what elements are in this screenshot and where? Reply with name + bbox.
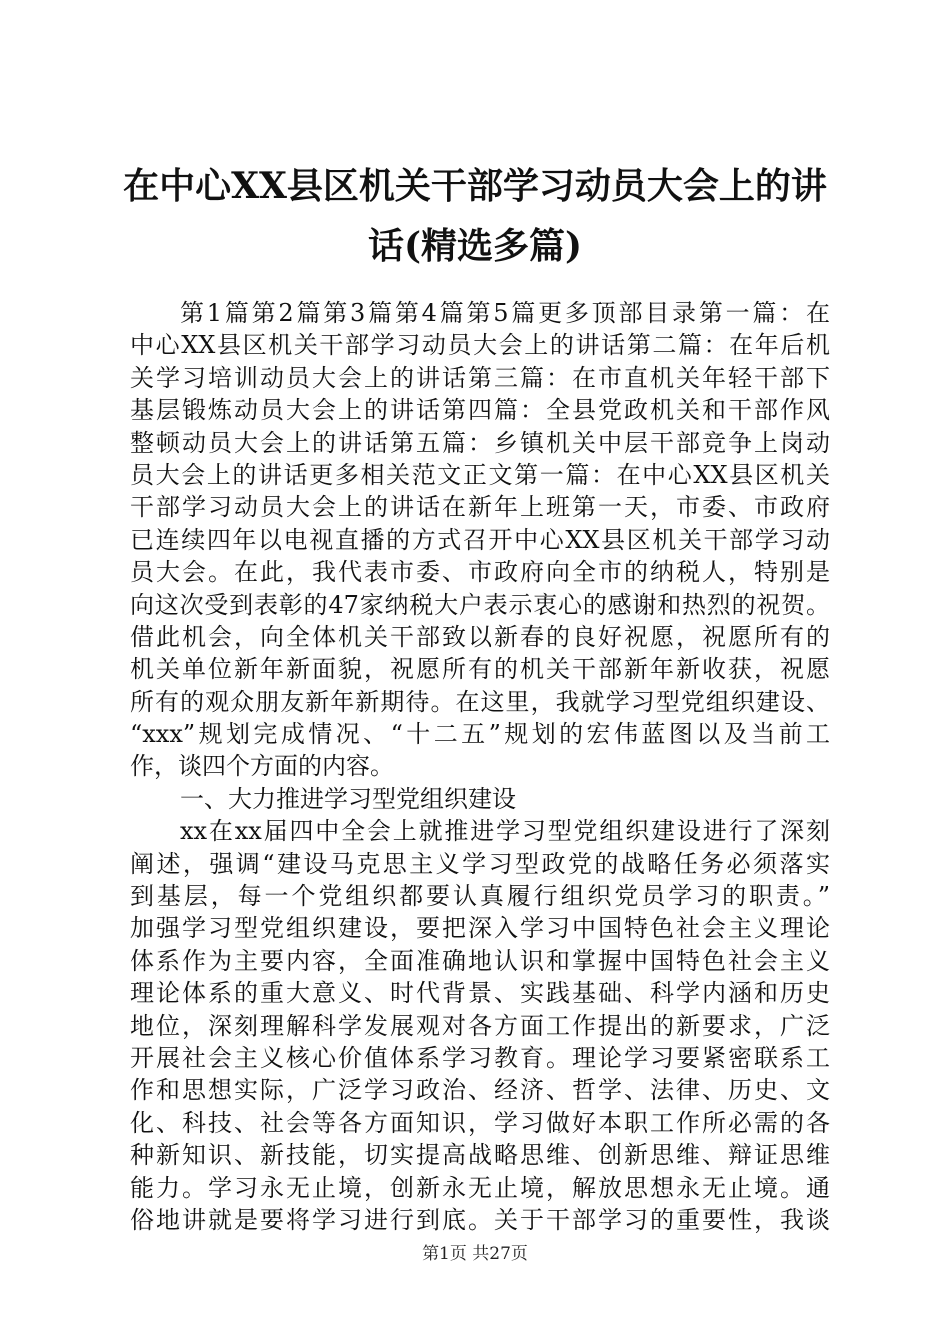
body-line: 能力。学习永无止境，创新永无止境，解放思想永无止境。通	[130, 1173, 830, 1202]
body-line: 中心XX县区机关干部学习动员大会上的讲话第二篇：在年后机	[130, 331, 830, 360]
document-body	[130, 297, 830, 1236]
body-line: 俗地讲就是要将学习进行到底。关于干部学习的重要性，我谈	[130, 1205, 830, 1234]
body-line: xx在xx届四中全会上就推进学习型党组织建设进行了深刻	[180, 817, 830, 846]
body-line: 借此机会，向全体机关干部致以新春的良好祝愿，祝愿所有的	[130, 622, 830, 651]
body-line: 机关单位新年新面貌，祝愿所有的机关干部新年新收获，祝愿	[130, 655, 830, 684]
body-line: 开展社会主义核心价值体系学习教育。理论学习要紧密联系工	[130, 1043, 830, 1072]
body-line: 基层锻炼动员大会上的讲话第四篇：全县党政机关和干部作风	[130, 396, 830, 425]
body-line: 关学习培训动员大会上的讲话第三篇：在市直机关年轻干部下	[130, 363, 830, 392]
body-line: 加强学习型党组织建设，要把深入学习中国特色社会主义理论	[130, 914, 830, 943]
body-line: 地位，深刻理解科学发展观对各方面工作提出的新要求，广泛	[130, 1011, 830, 1040]
body-line: 化、科技、社会等各方面知识，学习做好本职工作所必需的各	[130, 1108, 830, 1137]
page-number-footer: 第1页 共27页	[422, 1244, 528, 1264]
body-line: 阐述，强调“建设马克思主义学习型政党的战略任务必须落实	[130, 849, 830, 878]
body-line: 第1篇第2篇第3篇第4篇第5篇更多顶部目录第一篇：在	[180, 299, 830, 327]
body-line: 理论体系的重大意义、时代背景、实践基础、科学内涵和历史	[130, 979, 830, 1008]
section-heading: 一、大力推进学习型党组织建设	[180, 784, 516, 813]
body-line: 体系作为主要内容，全面准确地认识和掌握中国特色社会主义	[130, 946, 830, 975]
body-line: 向这次受到表彰的47家纳税大户表示衷心的感谢和热烈的祝贺。	[130, 590, 830, 619]
body-line: 员大会上的讲话更多相关范文正文第一篇：在中心XX县区机关	[130, 460, 830, 489]
body-line: “xxx”规划完成情况、“十二五”规划的宏伟蓝图以及当前工	[130, 720, 830, 749]
body-line: 所有的观众朋友新年新期待。在这里，我就学习型党组织建设、	[130, 687, 830, 716]
body-line: 已连续四年以电视直播的方式召开中心XX县区机关干部学习动	[130, 525, 830, 554]
body-line: 作和思想实际，广泛学习政治、经济、哲学、法律、历史、文	[130, 1076, 830, 1105]
body-line: 干部学习动员大会上的讲话在新年上班第一天，市委、市政府	[130, 493, 830, 522]
title-line-2: 话(精选多篇)	[367, 225, 583, 267]
body-line: 到基层，每一个党组织都要认真履行组织党员学习的职责。”	[130, 882, 830, 911]
body-line: 作，谈四个方面的内容。	[130, 752, 394, 781]
document-title	[100, 156, 850, 276]
title-line-1: 在中心XX县区机关干部学习动员大会上的讲	[123, 165, 827, 207]
body-line: 种新知识、新技能，切实提高战略思维、创新思维、辩证思维	[130, 1141, 830, 1170]
body-line: 整顿动员大会上的讲话第五篇：乡镇机关中层干部竞争上岗动	[130, 428, 830, 457]
body-line: 员大会。在此，我代表市委、市政府向全市的纳税人，特别是	[130, 558, 830, 587]
